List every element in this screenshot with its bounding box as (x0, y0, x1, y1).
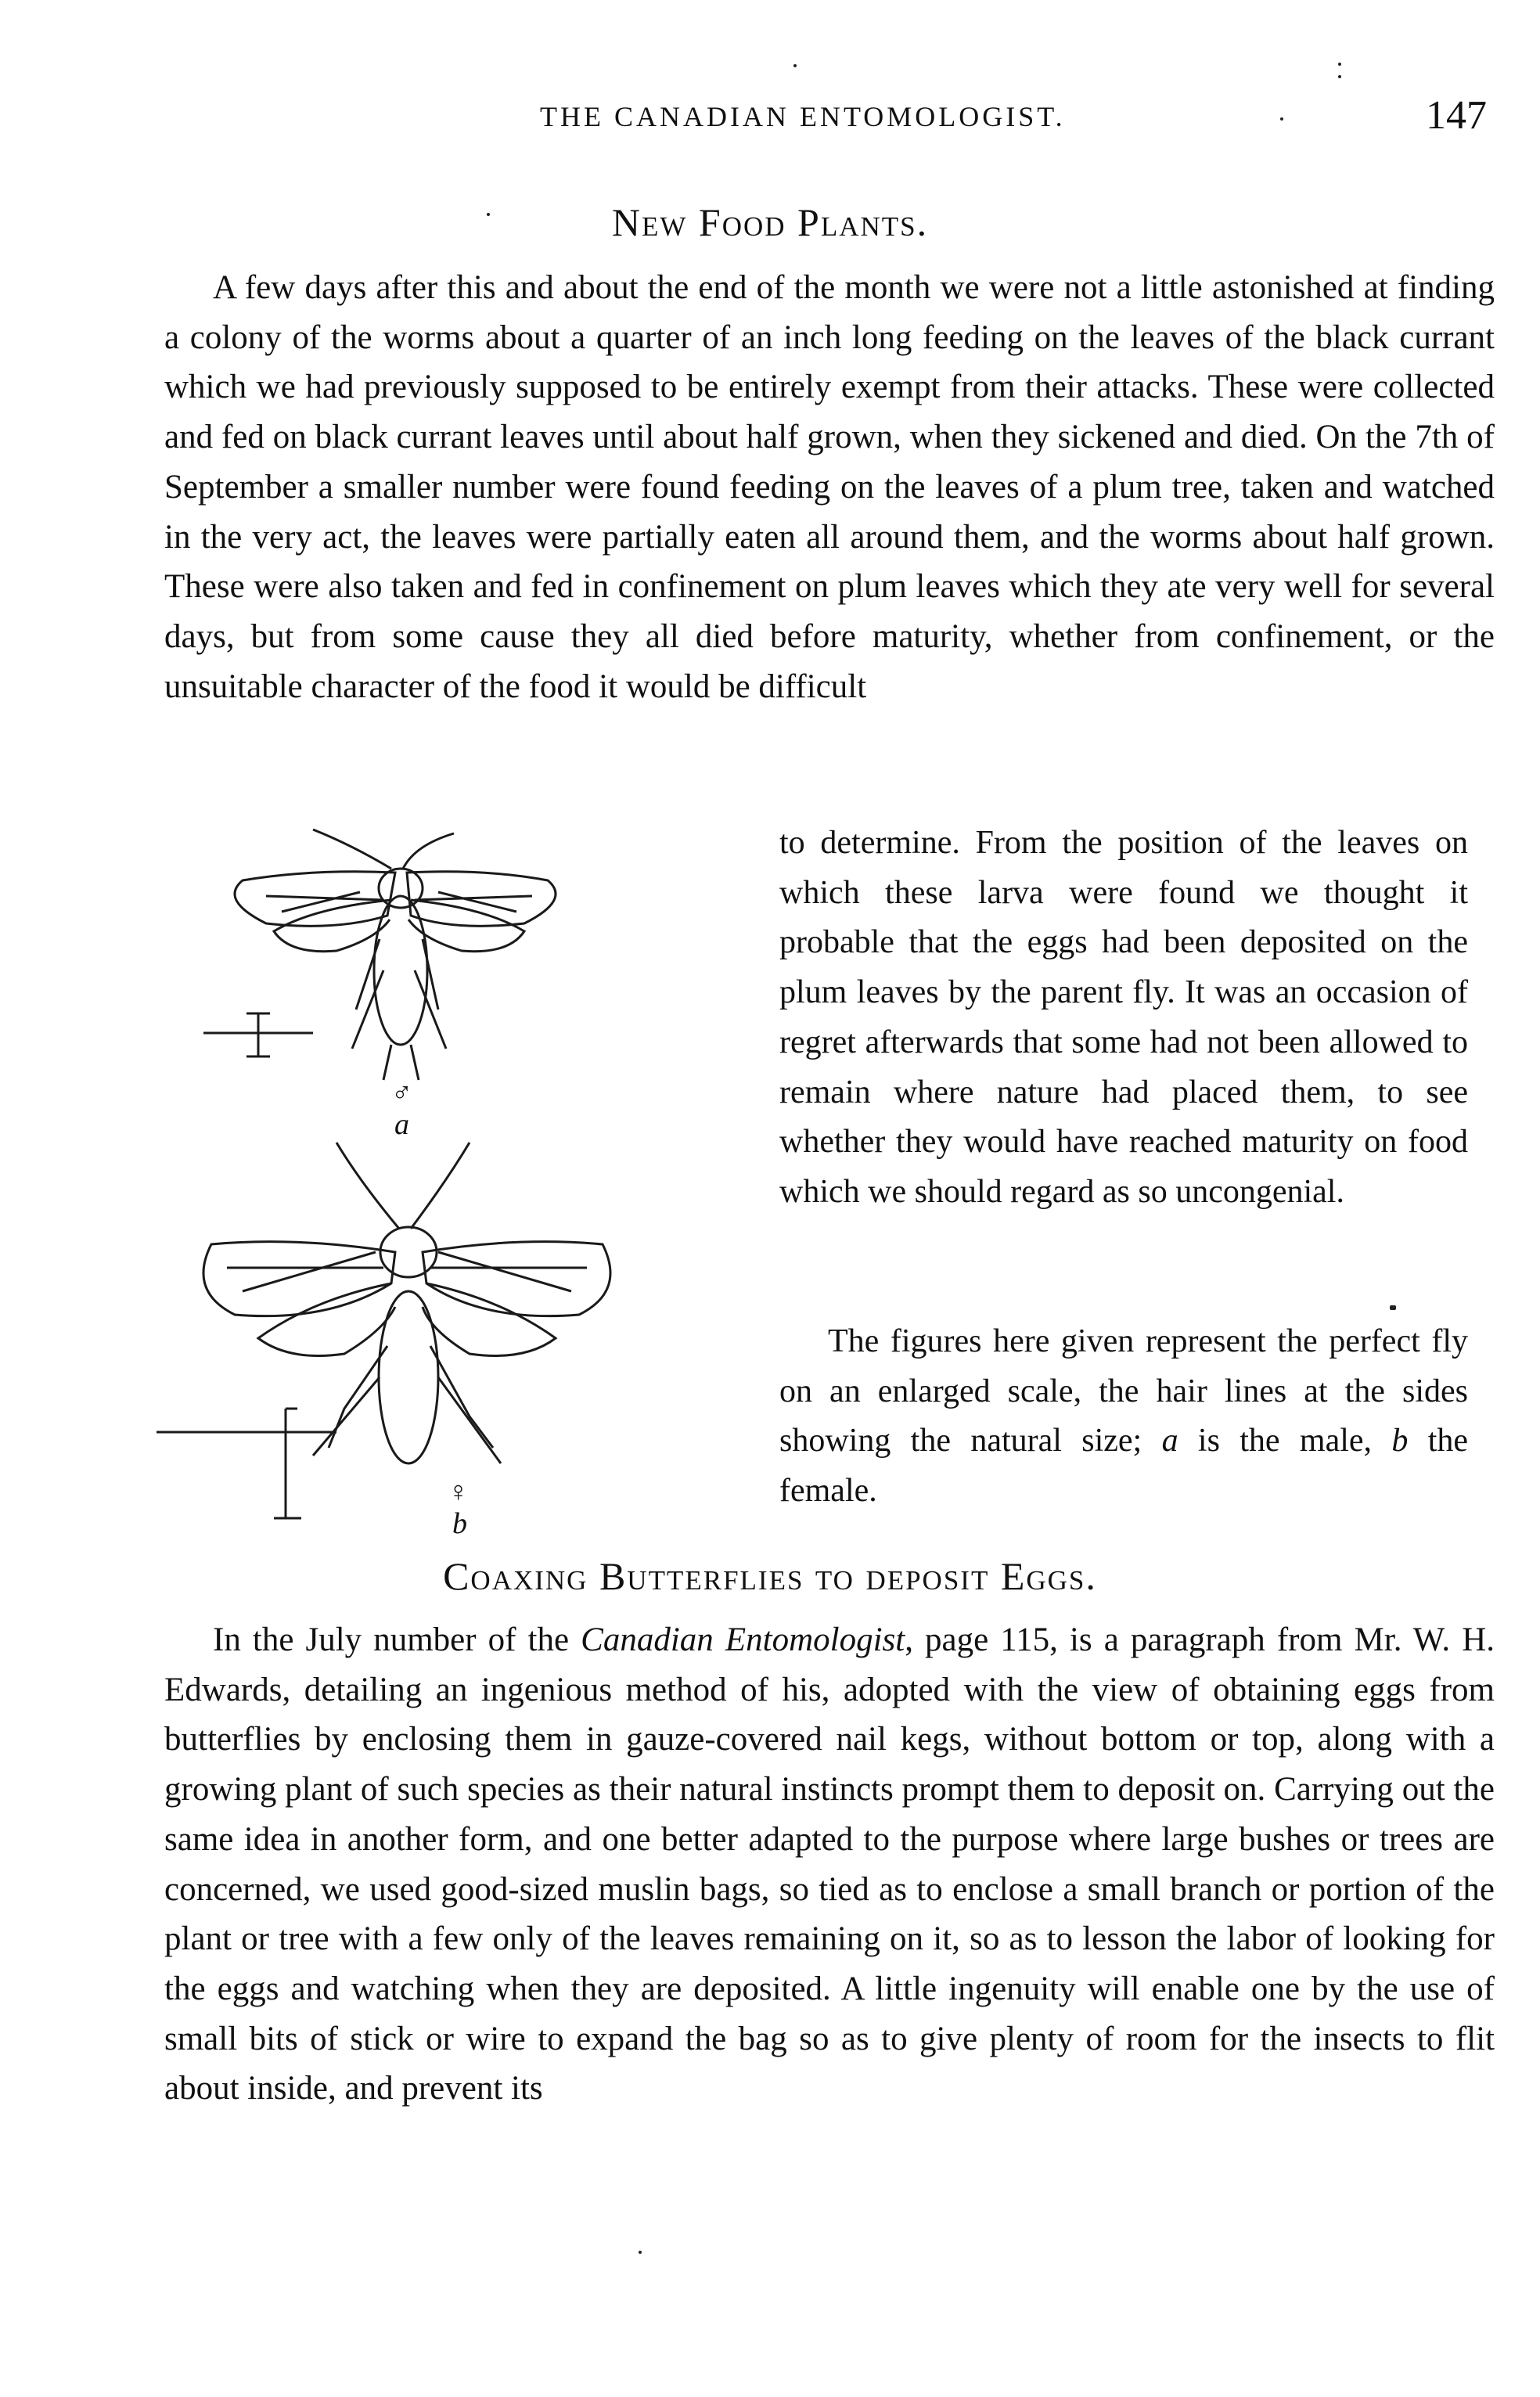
running-title: THE CANADIAN ENTOMOLOGIST. (540, 101, 1066, 132)
page-number: 147 (1426, 93, 1487, 138)
male-fly-drawing (235, 830, 556, 1080)
figure-explanation-end: the female. (779, 1423, 1469, 1510)
paragraph-new-food-plants: A few days after this and about the end of the month we were not a little astonished at finding a colony of the worms about a quarter of an inch long feeding on the leaves of the black currant which we had previously supposed to be entirely exempt from their attacks. These were collected and fed on black currant leaves until about half grown, when they sickened and died. On the 7th of September a smaller number were found feeding on the leaves of a plum tree, taken and watched in the very act, the leaves were partially eaten all around them, and the worms about half grown. These were also taken and fed in confinement on plum leaves which they ate very well for several days, but from some cause they all died before maturity, whether from confinement, or the unsuitable character of the food it would be difficult (164, 269, 1495, 705)
print-speck (1338, 63, 1341, 66)
label-a-ref: a (1161, 1423, 1178, 1459)
print-speck (1280, 117, 1283, 121)
sawfly-illustration (157, 814, 775, 1549)
paragraph-new-food-plants-continued: to determine. From the position of the leaves on which these larva were found we thought it probable that the eggs had been deposited on the plum leaves by the parent fly. It was an occasion of regret afterwards that some had not been allowed to remain where nature had placed them, to see whether they would have reached maturity on food which we should regard as so uncongenial. (779, 825, 1468, 1210)
male-symbol: ♂ (391, 1077, 412, 1108)
print-speck (1390, 1305, 1396, 1310)
paragraph-coaxing-butterflies (164, 1615, 1495, 2114)
figure-explanation-text: The figures here given represent the perfect fly on an enlarged scale, the hair lines at the sides showing the natural size; (779, 1323, 1468, 1459)
print-speck (1338, 75, 1341, 78)
journal-title: Canadian Entomologist (581, 1621, 905, 1658)
label-b-ref: b (1391, 1423, 1409, 1459)
print-speck (793, 64, 797, 67)
natural-size-mark-b (157, 1409, 336, 1518)
section-heading-new-food-plants: New Food Plants. (611, 200, 929, 244)
paragraph-figure-explanation (779, 1317, 1468, 1517)
figure-label-a: a (394, 1108, 409, 1141)
female-symbol: ♀ (448, 1476, 469, 1507)
print-speck (639, 2251, 642, 2254)
figure-label-b: b (452, 1507, 467, 1540)
natural-size-mark-a (203, 1013, 313, 1056)
female-fly-drawing (203, 1143, 610, 1463)
coaxing-text-rest: , page 115, is a paragraph from Mr. W. H. Edwards, detailing an ingenious method of his, adopted with the view of obtaining eggs from butterflies by enclosing them in gauze-covered nail kegs, without bottom or top, along with a growing plant of such species as their natural instincts prompt them to deposit on. Carrying out the same idea in another form, and one better adapted to the purpose where large bushes or trees are concerned, we used good-sized muslin bags, so tied as to enclose a small branch or portion of the plant or tree with a few only of the leaves remaining on it, so as to lesson the labor of looking for the eggs and watching when they are deposited. A little ingenuity will enable one by the use of small bits of stick or wire to expand the bag so as to give plenty of room for the insects to flit about inside, and prevent its (164, 1621, 1495, 2107)
sawfly-figure (157, 814, 775, 1549)
figure-explanation-mid: is the male, (1178, 1423, 1392, 1459)
section-heading-coaxing-butterflies: Coaxing Butterflies to deposit Eggs. (443, 1554, 1097, 1598)
running-head (164, 92, 1487, 147)
coaxing-text-start: In the July number of the (213, 1621, 581, 1658)
